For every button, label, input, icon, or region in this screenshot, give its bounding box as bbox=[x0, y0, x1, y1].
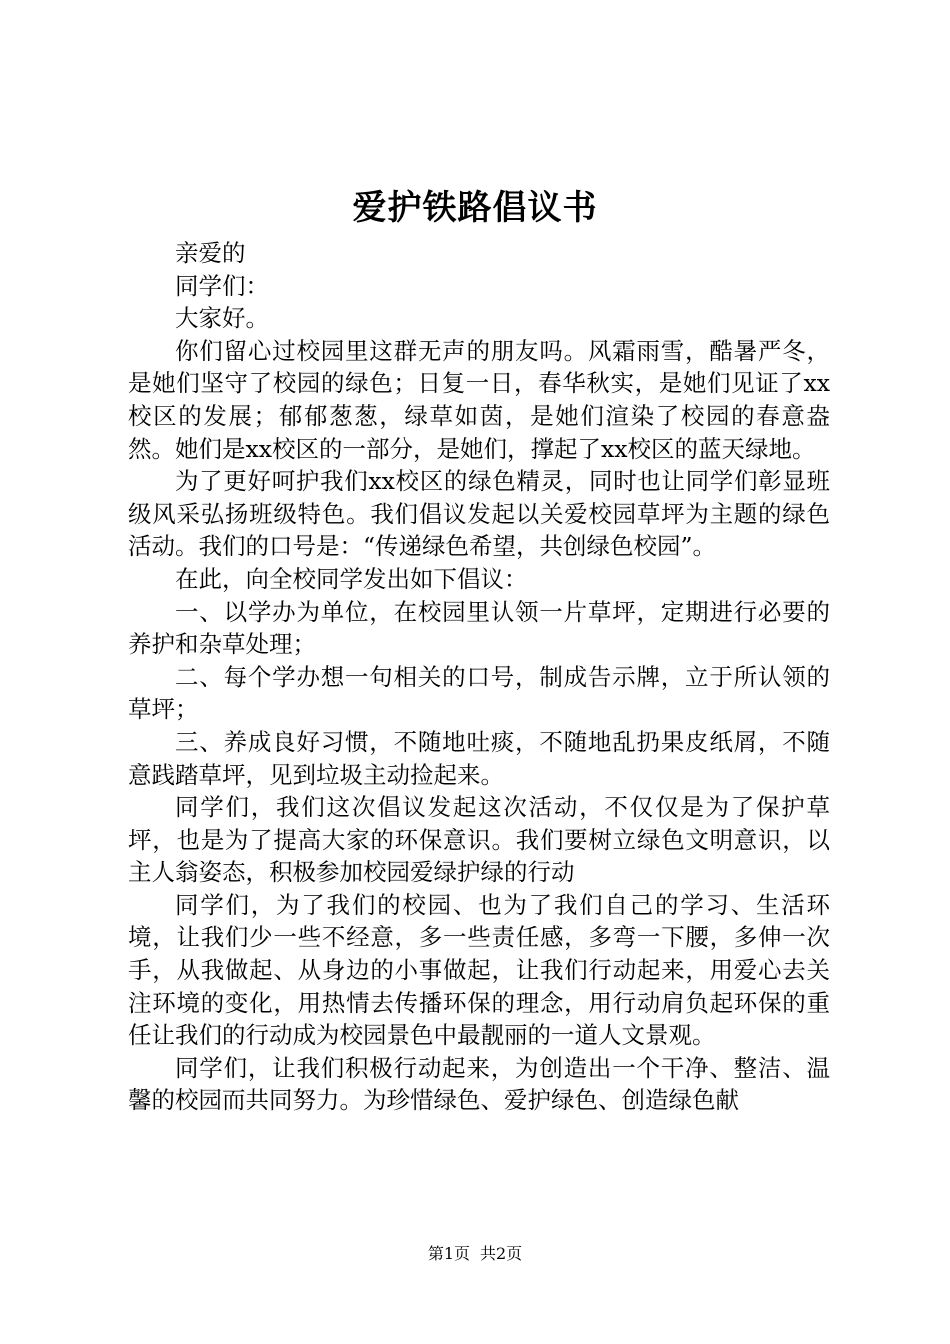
proposal-item-2: 二、每个学办想一句相关的口号，制成告示牌，立于所认领的草坪； bbox=[128, 662, 830, 724]
page-number: 第1页 bbox=[427, 1244, 470, 1263]
page-footer bbox=[0, 1243, 950, 1265]
proposal-item-1: 一、以学办为单位，在校园里认领一片草坪，定期进行必要的养护和杂草处理； bbox=[128, 597, 830, 659]
proposal-item-3: 三、养成良好习惯，不随地吐痰，不随地乱扔果皮纸屑，不随意践踏草坪，见到垃圾主动捡起来。 bbox=[128, 727, 830, 789]
document-body bbox=[128, 237, 830, 1117]
body-paragraph: 你们留心过校园里这群无声的朋友吗。风霜雨雪，酷暑严冬，是她们坚守了校园的绿色；日复一日，春华秋实，是她们见证了xx校区的发展；郁郁葱葱，绿草如茵，是她们渲染了校园的春意盎然。她们是xx校区的一部分，是她们，撑起了xx校区的蓝天绿地。 bbox=[128, 336, 830, 463]
body-paragraph: 在此，向全校同学发出如下倡议： bbox=[175, 564, 528, 593]
salutation-line-2: 同学们： bbox=[175, 271, 269, 300]
body-paragraph: 同学们，我们这次倡议发起这次活动，不仅仅是为了保护草坪，也是为了提高大家的环保意识。我们要树立绿色文明意识，以主人翁姿态，积极参加校园爱绿护绿的行动 bbox=[128, 793, 830, 887]
body-paragraph: 同学们，为了我们的校园、也为了我们自己的学习、生活环境，让我们少一些不经意，多一些责任感，多弯一下腰，多伸一次手，从我做起、从身边的小事做起，让我们行动起来，用爱心去关注环境的变化，用热情去传播环保的理念，用行动肩负起环保的重任让我们的行动成为校园景色中最靓丽的一道人文景观。 bbox=[128, 890, 830, 1050]
document-title: 爱护铁路倡议书 bbox=[352, 188, 598, 228]
body-paragraph: 为了更好呵护我们xx校区的绿色精灵，同时也让同学们彰显班级风采弘扬班级特色。我们倡议发起以关爱校园草坪为主题的绿色活动。我们的口号是：“传递绿色希望，共创绿色校园”。 bbox=[128, 467, 830, 561]
page-total: 共2页 bbox=[480, 1244, 523, 1263]
salutation-line-1: 亲爱的 bbox=[175, 239, 246, 267]
body-paragraph: 同学们，让我们积极行动起来，为创造出一个干净、整洁、温馨的校园而共同努力。为珍惜绿色、爱护绿色、创造绿色献 bbox=[128, 1053, 830, 1115]
greeting: 大家好。 bbox=[175, 304, 269, 333]
